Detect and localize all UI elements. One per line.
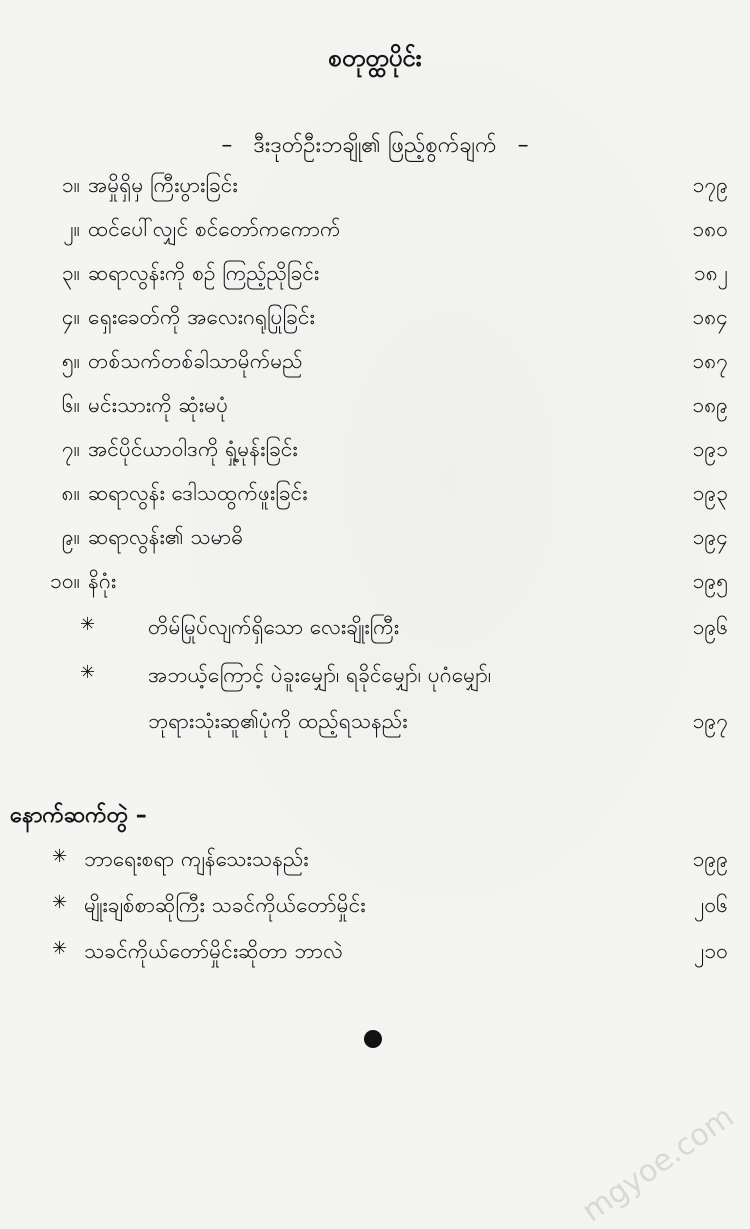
toc-page-number: ၁၉၁ [692,437,728,461]
toc-subitem-title: တိမ်မြုပ်လျက်ရှိသော လေးချိုးကြီး [148,615,400,639]
appendix-title: မျိုးချစ်စာဆိုကြီး သခင်ကိုယ်တော်မှိုင်း [84,893,366,917]
appendix-heading: နောက်ဆက်တွဲ – [10,803,147,828]
toc-row-3 [0,260,750,304]
appendix-title: သခင်ကိုယ်တော်မှိုင်းဆိုတာ ဘာလဲ [84,939,343,963]
toc-page-number: ၁၈၉ [692,393,728,417]
toc-title: နိဂုံး [88,569,117,593]
section-title-text: ဒီးဒုတ်ဦးဘချို၏ ဖြည့်စွက်ချက် [253,133,497,158]
toc-page-number: ၁၈၀ [692,217,728,241]
toc-title: ထင်ပေါ်လျှင် စင်တော်ကကောက် [88,217,341,241]
appendix-row-2 [0,892,750,936]
toc-title: ဆရာလွန်း၏ သမာဓိ [88,525,244,549]
toc-number: ၇။ [61,437,80,461]
toc-row-1 [0,172,750,216]
toc-title: ဆရာလွန်းကို စဥ် ကြည့်ညိုခြင်း [88,261,320,285]
toc-row-10 [0,568,750,612]
dash-left: – [221,133,233,158]
toc-page-number: ၁၉၅ [692,569,728,593]
toc-page-number: ၂၁၀ [694,939,728,963]
toc-subitem-title: ဘုရားသုံးဆူ၏ပုံကို ထည့်ရသနည်း [148,709,408,733]
toc-page-number: ၁၉၉ [692,847,728,871]
asterisk-icon: ✳ [52,846,68,867]
watermark: mgyoe.com [575,1099,740,1229]
toc-title: အမှိုရှိမှ ကြီးပွားခြင်း [88,173,238,197]
toc-title: ဆရာလွန်း ဒေါသထွက်ဖူးခြင်း [88,481,308,505]
toc-number: ၁၀။ [50,569,80,593]
dash-right: – [517,133,529,158]
toc-title: အင်ပိုင်ယာဝါဒကို ရှုံ့မုန်းခြင်း [88,437,298,461]
toc-title: တစ်သက်တစ်ခါသာမိုက်မည် [88,349,303,373]
toc-subitem-1 [0,614,750,658]
asterisk-icon: ✳ [80,614,96,635]
toc-row-5 [0,348,750,392]
toc-page-number: ၁၉၇ [692,709,728,733]
part-heading: စတုတ္ထပိုင်း [328,44,422,72]
toc-subitem-2 [0,662,750,706]
toc-number: ၃။ [61,261,80,285]
toc-row-6 [0,392,750,436]
toc-number: ၉။ [61,525,80,549]
asterisk-icon: ✳ [80,662,96,683]
asterisk-icon: ✳ [52,892,68,913]
appendix-row-3 [0,938,750,982]
toc-row-2 [0,216,750,260]
toc-page-number: ၁၈၇ [692,349,728,373]
toc-number: ၂။ [63,217,80,241]
toc-number: ၄။ [61,305,80,329]
appendix-row-1 [0,846,750,890]
toc-number: ၁။ [61,173,80,197]
toc-page-number: ၁၈၂ [693,261,728,285]
toc-page-number: ၁၉၄ [692,525,728,549]
toc-subitem-2-continued [0,708,750,752]
toc-page-number: ၁၉၆ [692,615,728,639]
section-title [0,130,750,163]
asterisk-icon: ✳ [52,938,68,959]
toc-row-7 [0,436,750,480]
toc-page-number: ၁၈၄ [692,305,728,329]
toc-row-8 [0,480,750,524]
toc-page-number: ၁၉၃ [692,481,728,505]
toc-row-9 [0,524,750,568]
toc-title: မင်းသားကို ဆုံးမပုံ [88,393,229,417]
toc-number: ၆။ [61,393,80,417]
end-bullet-icon [364,1030,382,1048]
toc-title: ရှေးခေတ်ကို အလေးဂရုပြုခြင်း [88,305,315,329]
toc-row-4 [0,304,750,348]
toc-page-number: ၂၀၆ [694,893,728,917]
toc-number: ၈။ [61,481,80,505]
appendix-title: ဘာရေးစရာ ကျန်သေးသနည်း [84,847,309,871]
toc-subitem-title: အဘယ့်ကြောင့် ပဲခူးမျှော်၊ ရခိုင်မျှော်၊ ပုဂံမျှော်၊ [148,663,492,687]
toc-number: ၅။ [61,349,80,373]
toc-page-number: ၁၇၉ [692,173,728,197]
